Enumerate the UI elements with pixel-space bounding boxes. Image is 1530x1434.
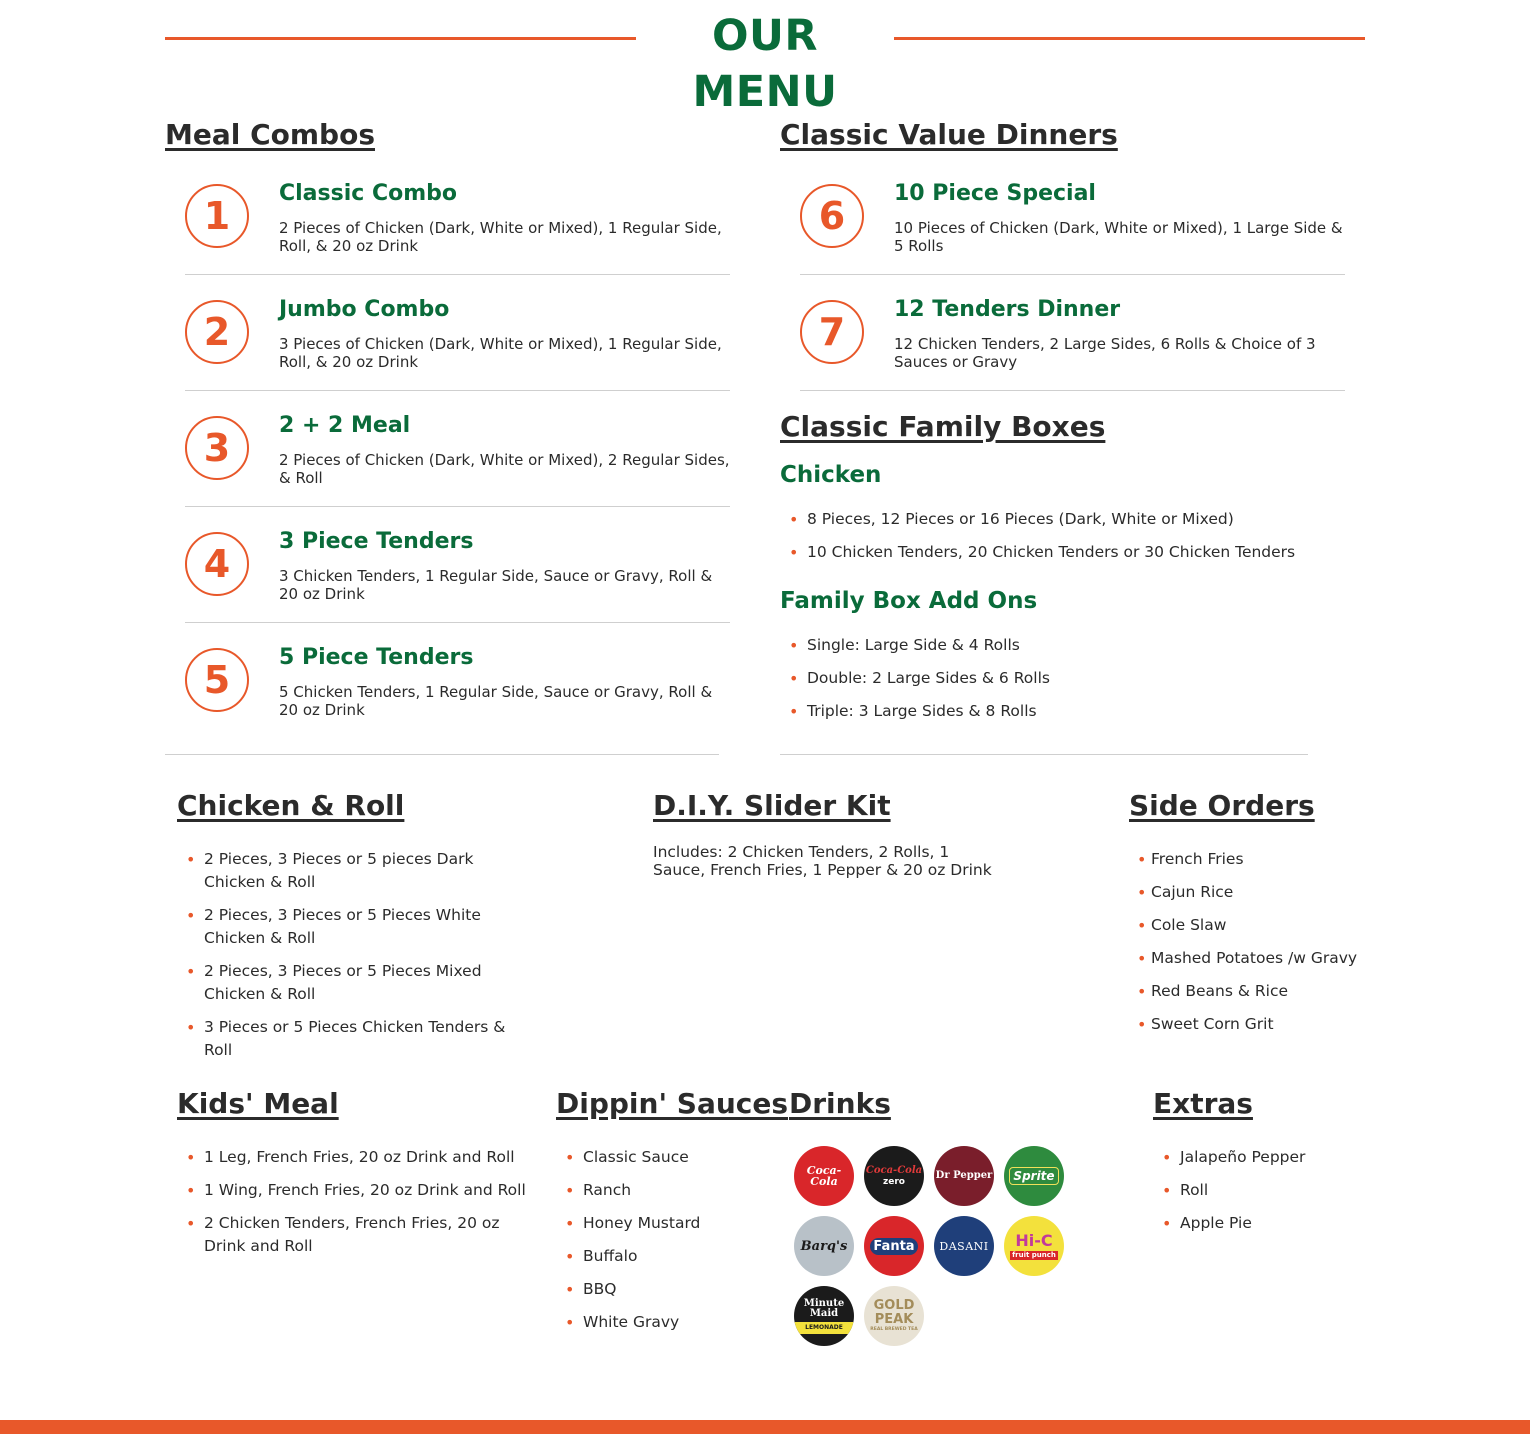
list-item: • 2 Pieces, 3 Pieces or 5 pieces Dark Chicken & Roll — [182, 848, 532, 894]
side-orders-heading: Side Orders — [1129, 789, 1315, 822]
combo-name: 12 Tenders Dinner — [894, 297, 1121, 322]
barqs-logo-icon — [794, 1216, 854, 1276]
divider — [800, 274, 1345, 275]
list-item: • Honey Mustard — [561, 1212, 771, 1235]
divider — [800, 390, 1345, 391]
hi-c-logo-icon — [1004, 1216, 1064, 1276]
family-chicken-subheading: Chicken — [780, 462, 882, 488]
list-item: • Roll — [1158, 1179, 1398, 1202]
slider-kit-description: Includes: 2 Chicken Tenders, 2 Rolls, 1 Sauce, French Fries, 1 Pepper & 20 oz Drink — [653, 843, 992, 879]
divider — [185, 274, 730, 275]
family-chicken-list — [785, 508, 1345, 564]
drink-label: DASANI — [939, 1239, 989, 1253]
dasani-logo-icon — [934, 1216, 994, 1276]
page-title: OUR MENU — [692, 11, 838, 117]
combo-number-badge: 2 — [185, 300, 249, 364]
list-item: • Jalapeño Pepper — [1158, 1146, 1398, 1169]
extras-list — [1158, 1146, 1398, 1235]
list-item: • Mashed Potatoes /w Gravy — [1133, 947, 1423, 970]
family-addons-list — [785, 634, 1345, 723]
combo-number-badge: 6 — [800, 184, 864, 248]
title-line-left — [165, 37, 636, 40]
chicken-roll-list — [182, 848, 532, 1062]
list-item: • Apple Pie — [1158, 1212, 1398, 1235]
divider — [185, 622, 730, 623]
combo-description: 12 Chicken Tenders, 2 Large Sides, 6 Rolls & Choice of 3 Sauces or Gravy — [894, 335, 1316, 371]
list-item: • Classic Sauce — [561, 1146, 771, 1169]
combo-name: Jumbo Combo — [279, 297, 450, 322]
drink-label: Fanta — [870, 1238, 917, 1255]
combo-description: 2 Pieces of Chicken (Dark, White or Mixed), 2 Regular Sides, & Roll — [279, 451, 730, 487]
drink-label: Hi-C — [1015, 1230, 1053, 1250]
list-item: • Double: 2 Large Sides & 6 Rolls — [785, 667, 1345, 690]
meal-combos-heading: Meal Combos — [165, 118, 375, 151]
list-item: • 10 Chicken Tenders, 20 Chicken Tenders or 30 Chicken Tenders — [785, 541, 1345, 564]
sauces-heading: Dippin' Sauces — [556, 1087, 789, 1120]
sauces-list — [561, 1146, 771, 1334]
combo-number-badge: 4 — [185, 532, 249, 596]
slider-kit-heading: D.I.Y. Slider Kit — [653, 789, 891, 822]
drink-label: GOLD PEAK — [873, 1298, 915, 1327]
drink-label: Coca-Cola — [806, 1164, 842, 1188]
list-item: • 2 Pieces, 3 Pieces or 5 Pieces White Chicken & Roll — [182, 904, 532, 950]
section-divider — [780, 754, 1308, 755]
combo-number-badge: 7 — [800, 300, 864, 364]
divider — [185, 390, 730, 391]
list-item: • Ranch — [561, 1179, 771, 1202]
drink-sublabel: fruit punch — [1012, 1250, 1056, 1259]
combo-name: 10 Piece Special — [894, 181, 1096, 206]
list-item: • BBQ — [561, 1278, 771, 1301]
list-item: • 2 Chicken Tenders, French Fries, 20 oz Drink and Roll — [182, 1212, 532, 1258]
combo-number-badge: 3 — [185, 416, 249, 480]
combo-number-badge: 5 — [185, 648, 249, 712]
drink-label: Minute Maid — [803, 1297, 845, 1319]
list-item: • 8 Pieces, 12 Pieces or 16 Pieces (Dark, White or Mixed) — [785, 508, 1345, 531]
drink-label: Coca-Cola — [865, 1164, 923, 1176]
chicken-roll-heading: Chicken & Roll — [177, 789, 405, 822]
family-addons-subheading: Family Box Add Ons — [780, 588, 1038, 614]
title-line-right — [894, 37, 1365, 40]
combo-description: 5 Chicken Tenders, 1 Regular Side, Sauce or Gravy, Roll & 20 oz Drink — [279, 683, 713, 719]
side-orders-list — [1133, 848, 1423, 1036]
sprite-logo-icon — [1004, 1146, 1064, 1206]
coca-cola-zero-logo-icon — [864, 1146, 924, 1206]
list-item: • 2 Pieces, 3 Pieces or 5 Pieces Mixed Chicken & Roll — [182, 960, 532, 1006]
family-boxes-heading: Classic Family Boxes — [780, 410, 1106, 443]
combo-description: 10 Pieces of Chicken (Dark, White or Mixed), 1 Large Side & 5 Rolls — [894, 219, 1343, 255]
fanta-logo-icon — [864, 1216, 924, 1276]
list-item: • 1 Wing, French Fries, 20 oz Drink and Roll — [182, 1179, 532, 1202]
kids-meal-list — [182, 1146, 532, 1258]
extras-heading: Extras — [1153, 1087, 1253, 1120]
drink-sublabel: LEMONADE — [794, 1322, 854, 1334]
combo-number-badge: 1 — [185, 184, 249, 248]
dr-pepper-logo-icon — [934, 1146, 994, 1206]
combo-name: Classic Combo — [279, 181, 458, 206]
combo-description: 3 Chicken Tenders, 1 Regular Side, Sauce or Gravy, Roll & 20 oz Drink — [279, 567, 713, 603]
list-item: • 1 Leg, French Fries, 20 oz Drink and Roll — [182, 1146, 532, 1169]
drink-sublabel: REAL BREWED TEA — [870, 1327, 918, 1333]
combo-name: 2 + 2 Meal — [279, 413, 411, 438]
combo-description: 3 Pieces of Chicken (Dark, White or Mixed), 1 Regular Side, Roll, & 20 oz Drink — [279, 335, 722, 371]
list-item: • Cole Slaw — [1133, 914, 1423, 937]
drink-label: Barq's — [800, 1238, 848, 1254]
value-dinners-heading: Classic Value Dinners — [780, 118, 1118, 151]
list-item: • Sweet Corn Grit — [1133, 1013, 1423, 1036]
list-item: • Cajun Rice — [1133, 881, 1423, 904]
minute-maid-logo-icon — [794, 1286, 854, 1346]
coca-cola-logo-icon — [794, 1146, 854, 1206]
section-divider — [165, 754, 719, 755]
combo-name: 5 Piece Tenders — [279, 645, 474, 670]
combo-name: 3 Piece Tenders — [279, 529, 474, 554]
drink-label: Dr Pepper — [935, 1170, 993, 1181]
drink-sublabel: zero — [883, 1176, 905, 1187]
list-item: • French Fries — [1133, 848, 1423, 871]
kids-meal-heading: Kids' Meal — [177, 1087, 339, 1120]
gold-peak-logo-icon — [864, 1286, 924, 1346]
drinks-heading: Drinks — [789, 1087, 891, 1120]
list-item: • Single: Large Side & 4 Rolls — [785, 634, 1345, 657]
list-item: • 3 Pieces or 5 Pieces Chicken Tenders & Roll — [182, 1016, 532, 1062]
list-item: • Buffalo — [561, 1245, 771, 1268]
list-item: • Red Beans & Rice — [1133, 980, 1423, 1003]
drink-label: Sprite — [1009, 1167, 1058, 1185]
combo-description: 2 Pieces of Chicken (Dark, White or Mixed), 1 Regular Side, Roll, & 20 oz Drink — [279, 219, 722, 255]
list-item: • Triple: 3 Large Sides & 8 Rolls — [785, 700, 1345, 723]
divider — [185, 506, 730, 507]
footer-bar — [0, 1420, 1530, 1434]
list-item: • White Gravy — [561, 1311, 771, 1334]
